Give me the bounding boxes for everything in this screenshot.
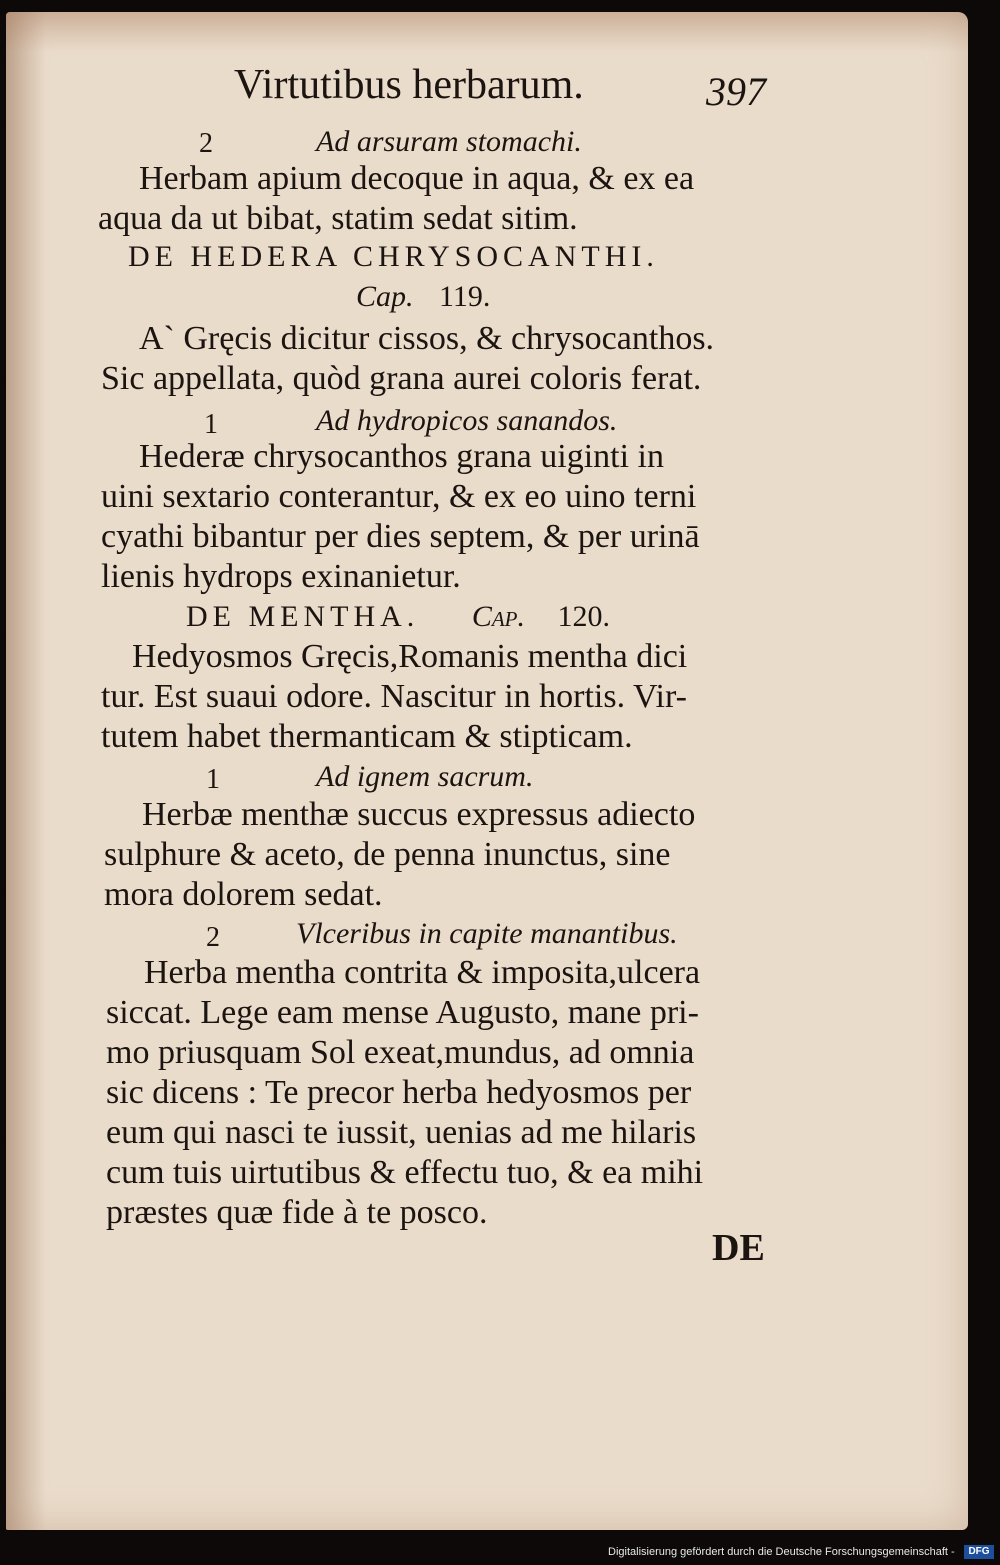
text-line: Herba mentha contrita & imposita,ulcera xyxy=(144,954,701,991)
text-line: uini sextario conterantur, & ex eo uino terni xyxy=(101,478,697,515)
chapter-heading: DE HEDERA CHRYSOCANTHI. xyxy=(128,240,659,273)
text-line: præstes quæ fide à te posco. xyxy=(106,1194,488,1231)
text-line: Herbæ menthæ succus expressus adiecto xyxy=(142,796,696,833)
chapter-num: 119. xyxy=(439,280,491,313)
chapter-num: 120. xyxy=(557,600,610,633)
page-number: 397 xyxy=(706,69,766,114)
text-line: eum qui nasci te iussit, uenias ad me hilaris xyxy=(106,1114,697,1151)
chapter-label: Cap. xyxy=(356,280,414,313)
chapter-label: Cap. xyxy=(471,600,525,633)
text-line: aqua da ut bibat, statim sedat sitim. xyxy=(98,200,578,237)
text-line: tutem habet thermanticam & stipticam. xyxy=(101,718,633,755)
text-line: Sic appellata, quòd grana aurei coloris ferat. xyxy=(101,360,702,397)
text-line: sic dicens : Te precor herba hedyosmos per xyxy=(106,1074,692,1111)
chapter-heading-text: DE MENTHA. xyxy=(186,600,420,633)
section-title: Vlceribus in capite manantibus. xyxy=(296,917,678,950)
digitization-credit: Digitalisierung gefördert durch die Deutsche Forschungsgemeinschaft - xyxy=(608,1546,955,1558)
text-line: Herbam apium decoque in aqua, & ex ea xyxy=(139,160,695,197)
text-line: siccat. Lege eam mense Augusto, mane pri- xyxy=(106,994,699,1031)
page-stain-top xyxy=(6,12,968,52)
dfg-logo: DFG xyxy=(964,1545,994,1559)
text-line: Hedyosmos Gręcis,Romanis mentha dici xyxy=(132,638,688,675)
text-line: A` Gręcis dicitur cissos, & chrysocanthos. xyxy=(139,320,715,357)
text-line: Hederæ chrysocanthos grana uiginti in xyxy=(139,438,664,475)
section-number: 1 xyxy=(206,764,220,795)
section-number: 2 xyxy=(199,128,213,159)
running-title: Virtutibus herbarum. xyxy=(234,62,584,108)
text-line: cyathi bibantur per dies septem, & per urinā xyxy=(101,518,700,555)
text-line: cum tuis uirtutibus & effectu tuo, & ea mihi xyxy=(106,1154,704,1191)
chapter-number xyxy=(356,282,490,312)
text-line: mo priusquam Sol exeat,mundus, ad omnia xyxy=(106,1034,695,1071)
catchword: DE xyxy=(712,1227,765,1269)
section-title: Ad hydropicos sanandos. xyxy=(316,404,618,437)
book-page xyxy=(6,12,968,1530)
section-title: Ad ignem sacrum. xyxy=(316,760,534,793)
section-number: 2 xyxy=(206,922,220,953)
chapter-heading xyxy=(186,602,610,632)
text-line: sulphure & aceto, de penna inunctus, sine xyxy=(104,836,671,873)
page-stain-left xyxy=(6,12,46,1530)
text-line: lienis hydrops exinanietur. xyxy=(101,558,461,595)
section-title: Ad arsuram stomachi. xyxy=(316,125,582,158)
text-line: mora dolorem sedat. xyxy=(104,876,383,913)
section-number: 1 xyxy=(204,409,218,440)
text-line: tur. Est suaui odore. Nascitur in hortis. Vir- xyxy=(101,678,687,715)
